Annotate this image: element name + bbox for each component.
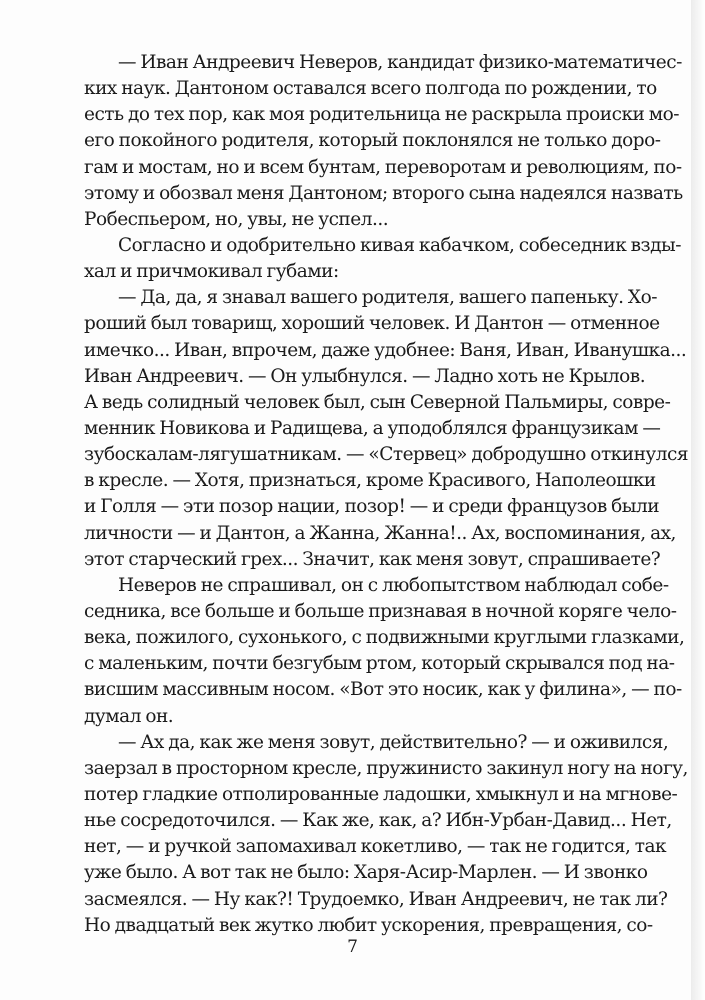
text-line: — Да, да, я знавал вашего родителя, вашего папеньку. Хо- <box>118 287 657 309</box>
text-line: этот старческий грех... Значит, как меня зовут, спрашиваете? <box>84 548 661 570</box>
text-line: нет, — и ручкой запомахивал кокетливо, — так не годится, так <box>84 836 667 858</box>
text-line: засмеялся. — Ну как?! Трудоемко, Иван Андреевич, не так ли? <box>84 888 668 910</box>
text-line: гам и мостам, но и всем бунтам, переворотам и революциям, по- <box>84 156 682 178</box>
body-text <box>84 50 689 939</box>
text-line: зубоскалам-лягушатникам. — «Стервец» добродушно откинулся <box>84 444 689 466</box>
text-line: Но двадцатый век жутко любит ускорения, превращения, со- <box>84 914 653 936</box>
page-edge-shadow <box>691 0 705 1000</box>
text-line: в кресле. — Хотя, признаться, кроме Красивого, Наполеошки <box>84 470 656 492</box>
text-line: Неверов не спрашивал, он с любопытством наблюдал собе- <box>118 574 669 596</box>
text-line: думал он. <box>84 705 174 727</box>
text-line: А ведь солидный человек был, сын Северной Пальмиры, совре- <box>84 391 671 413</box>
text-line: Иван Андреевич. — Он улыбнулся. — Ладно хоть не Крылов. <box>84 365 646 387</box>
text-line: личности — и Дантон, а Жанна, Жанна!.. Ах, воспоминания, ах, <box>84 522 676 544</box>
text-line: — Ах да, как же меня зовут, действительно? — и оживился, <box>118 731 669 753</box>
text-line: есть до тех пор, как моя родительница не раскрыла происки мо- <box>84 104 680 126</box>
text-line: с маленьким, почти безгубым ртом, который скрывался под на- <box>84 653 675 675</box>
text-line: и Голля — эти позор нации, позор! — и среди французов были <box>84 496 660 518</box>
text-line: Робеспьером, но, увы, не успел... <box>84 208 389 230</box>
text-line: заерзал в просторном кресле, пружинисто закинул ногу на ногу, <box>84 757 688 779</box>
text-line: ких наук. Дантоном оставался всего полгода по рождении, то <box>84 78 657 100</box>
text-line: Согласно и одобрительно кивая кабачком, собеседник взды- <box>118 234 682 256</box>
text-line: — Иван Андреевич Неверов, кандидат физико-математичес- <box>118 52 682 73</box>
text-line: имечко... Иван, впрочем, даже удобнее: Ваня, Иван, Иванушка... <box>84 339 687 361</box>
page-number: 7 <box>347 937 358 957</box>
text-line: менник Новикова и Радищева, а уподоблялся французикам — <box>84 417 661 439</box>
text-line: роший был товарищ, хороший человек. И Дантон — отменное <box>84 313 660 335</box>
text-line: уже было. А вот так не было: Харя-Асир-Марлен. — И звонко <box>84 862 648 884</box>
text-line: хал и причмокивал губами: <box>84 261 339 283</box>
text-line: висшим массивным носом. «Вот это носик, как у филина», — по- <box>84 679 682 701</box>
text-line: нье сосредоточился. — Как же, как, а? Ибн-Урбан-Давид... Нет, <box>84 810 672 832</box>
text-line: этому и обозвал меня Дантоном; второго сына надеялся назвать <box>84 182 683 204</box>
text-line: века, пожилого, сухонького, с подвижными круглыми глазками, <box>84 627 685 649</box>
text-line: потер гладкие отполированные ладошки, хмыкнул и на мгнове- <box>84 783 678 805</box>
text-line: седника, все больше и больше признавая в ночной коряге чело- <box>84 600 677 622</box>
text-line: его покойного родителя, который поклонялся не только доро- <box>84 130 661 152</box>
